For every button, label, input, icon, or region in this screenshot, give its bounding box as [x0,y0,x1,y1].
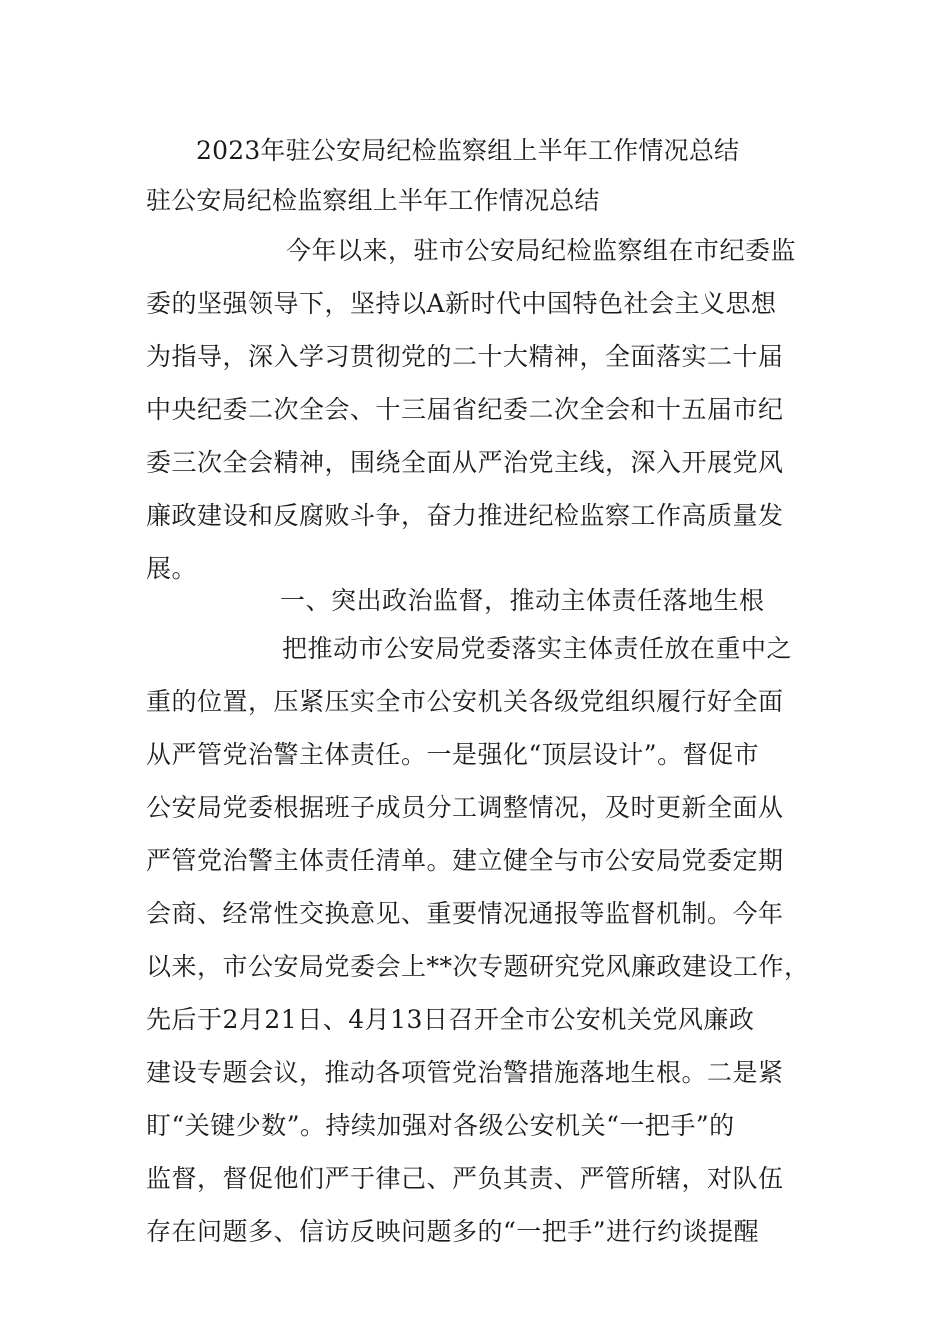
paragraph-line: 盯“关键少数”。持续加强对各级公安机关“一把手”的 [146,1111,735,1140]
paragraph-line: 委的坚强领导下，坚持以A新时代中国特色社会主义思想 [146,289,777,318]
section-heading-text: 一、突出政治监督，推动主体责任落地生根 [280,586,765,615]
paragraph-line: 把推动市公安局党委落实主体责任放在重中之 [282,634,793,663]
section-heading-1 [146,574,810,627]
paragraph-line: 为指导，深入学习贯彻党的二十大精神，全面落实二十届 [146,342,784,371]
paragraph-intro [146,224,810,595]
paragraph-line: 会商、经常性交换意见、重要情况通报等监督机制。今年 [146,899,784,928]
paragraph-line: 重的位置，压紧压实全市公安机关各级党组织履行好全面 [146,687,784,716]
document-title: 2023年驻公安局纪检监察组上半年工作情况总结 [196,136,740,165]
paragraph-line: 从严管党治警主体责任。一是强化“顶层设计”。督促市 [146,740,760,769]
paragraph-section-1 [146,622,810,1258]
document-subtitle: 驻公安局纪检监察组上半年工作情况总结 [146,186,600,215]
paragraph-line: 监督，督促他们严于律己、严负其责、严管所辖，对队伍 [146,1164,784,1193]
paragraph-line: 存在问题多、信访反映问题多的“一把手”进行约谈提醒 [146,1217,760,1246]
paragraph-line: 展。 [146,554,198,583]
paragraph-line: 建设专题会议，推动各项管党治警措施落地生根。二是紧 [146,1058,784,1087]
paragraph-line: 今年以来，驻市公安局纪检监察组在市纪委监 [286,236,797,265]
paragraph-line: 以来，市公安局党委会上**次专题研究党风廉政建设工作， [146,952,810,981]
paragraph-line: 廉政建设和反腐败斗争，奋力推进纪检监察工作高质量发 [146,501,784,530]
paragraph-line: 公安局党委根据班子成员分工调整情况，及时更新全面从 [146,793,784,822]
paragraph-line: 严管党治警主体责任清单。建立健全与市公安局党委定期 [146,846,784,875]
paragraph-line: 中央纪委二次全会、十三届省纪委二次全会和十五届市纪 [146,395,784,424]
paragraph-line: 委三次全会精神，围绕全面从严治党主线，深入开展党风 [146,448,784,477]
paragraph-line: 先后于2月21日、4月13日召开全市公安机关党风廉政 [146,1005,755,1034]
